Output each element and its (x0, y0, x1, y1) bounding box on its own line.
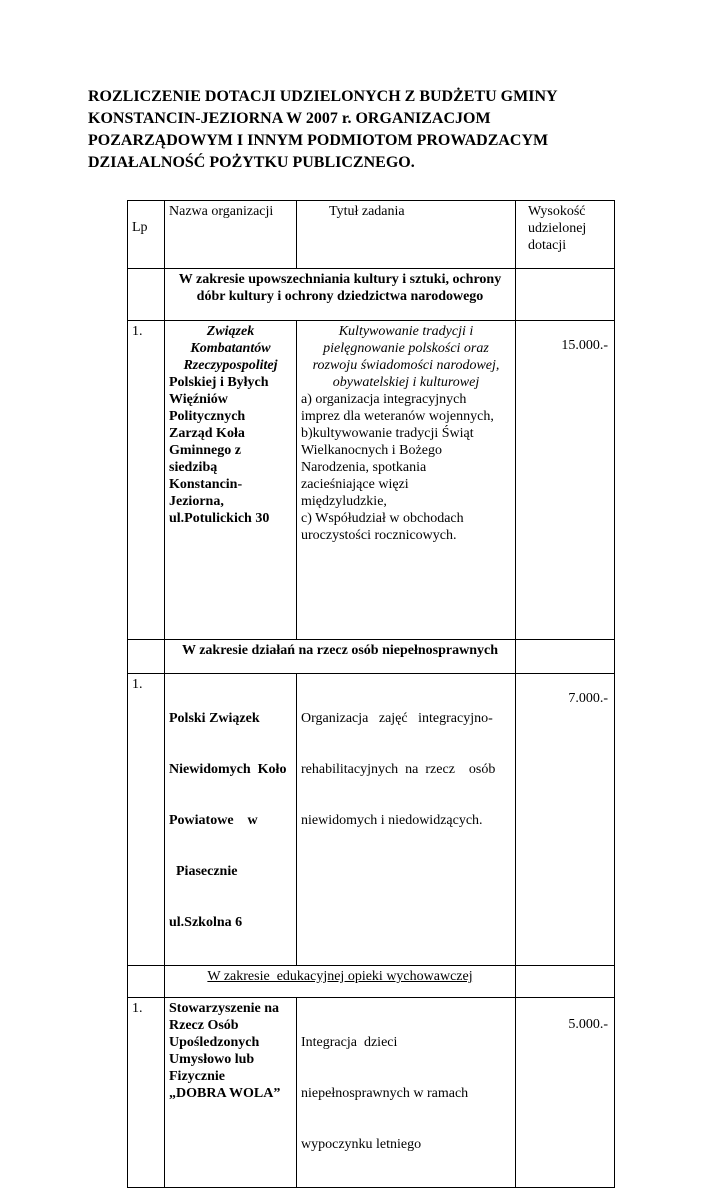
table-row (128, 321, 615, 640)
row-lp: 1. (128, 998, 165, 1188)
row-amount: 15.000.- (516, 321, 615, 640)
row-lp: 1. (128, 321, 165, 640)
header-lp: Lp (128, 201, 165, 269)
header-task: Tytuł zadania (297, 201, 516, 269)
table-row (128, 998, 615, 1188)
title-line: ROZLICZENIE DOTACJI UDZIELONYCH Z BUDŻETU GMINY (88, 88, 558, 105)
section-heading: W zakresie upowszechniania kultury i sztuki, ochrony dóbr kultury i ochrony dziedzictwa narodowego (165, 269, 516, 321)
section-heading: W zakresie edukacyjnej opieki wychowawczej (165, 966, 516, 998)
header-amount-line: dotacji (528, 238, 567, 253)
section-heading-row (128, 269, 615, 321)
section-heading-row (128, 966, 615, 998)
header-amount (516, 201, 615, 269)
title-line: DZIAŁALNOŚĆ POŻYTKU PUBLICZNEGO. (88, 154, 415, 171)
row-org: Polski Związek Niewidomych Koło Powiatowe w Piasecznie ul.Szkolna 6 (165, 674, 297, 966)
row-lp: 1. (128, 674, 165, 966)
section-heading-row (128, 640, 615, 674)
header-amount-line: udzielonej (528, 221, 587, 236)
row-org: Stowarzyszenie na Rzecz Osób Upośledzonych Umysłowo lub Fizycznie „DOBRA WOLA” (165, 998, 297, 1188)
section-heading: W zakresie działań na rzecz osób niepełnosprawnych (165, 640, 516, 674)
row-org: Związek Kombatantów Rzeczypospolitej Polskiej i Byłych Więźniów Politycznych Zarząd Koła Gminnego z siedzibą Konstancin- Jeziorna, ul.Potulickich 30 (165, 321, 297, 640)
header-org: Nazwa organizacji (165, 201, 297, 269)
table-header-row (128, 201, 615, 269)
row-task: Kultywowanie tradycji i pielęgnowanie polskości oraz rozwoju świadomości narodowej, obywatelskiej i kulturowej a) organizacja integracyjnych imprez dla weteranów wojennych, b)kultywowanie tradycji Świąt Wielkanocnych i Bożego Narodzenia, spotkania zacieśniające więzi międzyludzkie, c) Współudział w obchodach uroczystości rocznicowych. (297, 321, 516, 640)
row-amount: 7.000.- (516, 674, 615, 966)
table-row (128, 674, 615, 966)
title-line: KONSTANCIN-JEZIORNA W 2007 r. ORGANIZACJOM (88, 110, 491, 127)
grants-table (127, 200, 615, 1188)
row-task: Integracja dzieci niepełnosprawnych w ramach wypoczynku letniego (297, 998, 516, 1188)
document-title (88, 86, 648, 174)
row-amount: 5.000.- (516, 998, 615, 1188)
row-task: Organizacja zajęć integracyjno- rehabilitacyjnych na rzecz osób niewidomych i niedowidzących. (297, 674, 516, 966)
title-line: POZARZĄDOWYM I INNYM PODMIOTOM PROWADZACYM (88, 132, 549, 149)
header-amount-line: Wysokość (528, 204, 586, 219)
